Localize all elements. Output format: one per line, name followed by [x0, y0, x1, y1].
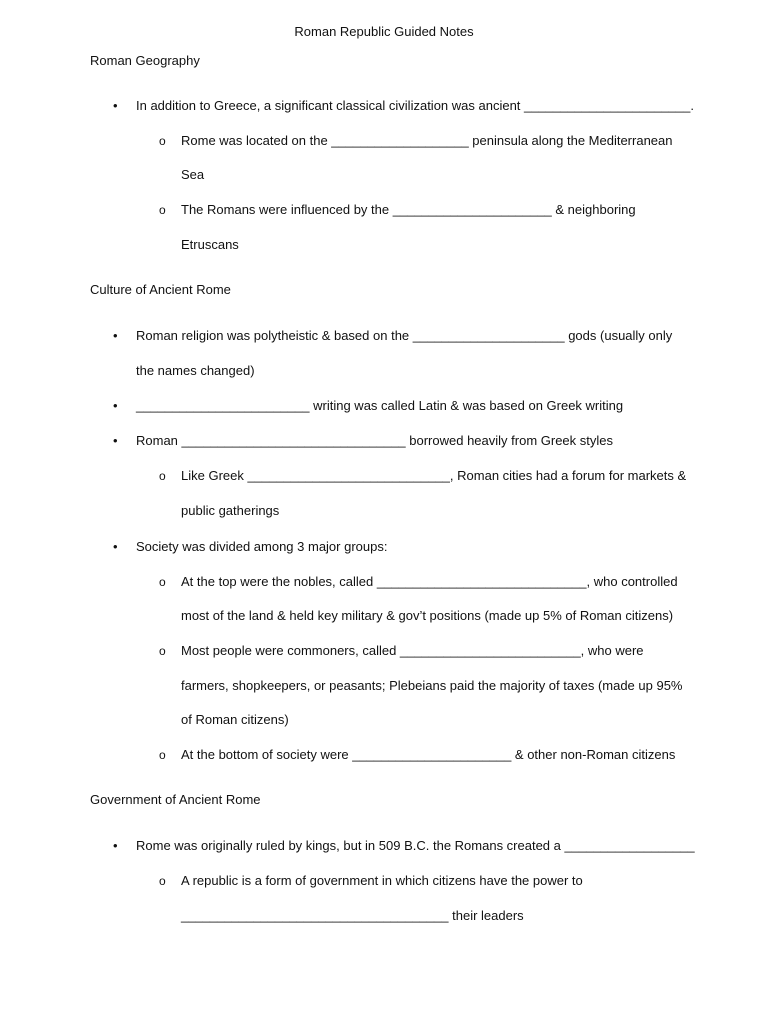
section-heading-geography: Roman Geography [90, 53, 200, 68]
geography-sub-bullet-2-line-2: Etruscans [181, 237, 239, 252]
bullet-icon: • [113, 398, 118, 413]
geography-sub-bullet-1-line-2: Sea [181, 167, 205, 182]
culture-sub-bullet-4a-line-2: most of the land & held key military & gov’t positions (made up 5% of Roman citizens) [181, 608, 674, 623]
geography-bullet-1: In addition to Greece, a significant classical civilization was ancient _______________________. [136, 98, 694, 113]
culture-sub-bullet-4a-line-1: At the top were the nobles, called _____________________________, who controlled [181, 574, 678, 589]
bullet-icon: • [113, 433, 118, 448]
bullet-icon: • [113, 328, 118, 343]
culture-bullet-4: Society was divided among 3 major groups: [136, 539, 388, 554]
government-bullet-1: Rome was originally ruled by kings, but in 509 B.C. the Romans created a __________________ [136, 838, 695, 853]
culture-sub-bullet-3-line-1: Like Greek ____________________________, Roman cities had a forum for markets & [181, 468, 687, 483]
bullet-icon: • [113, 838, 118, 853]
section-heading-culture: Culture of Ancient Rome [90, 282, 231, 297]
culture-bullet-1-line-1: Roman religion was polytheistic & based on the _____________________ gods (usually only [136, 328, 673, 343]
culture-sub-bullet-4b-line-3: of Roman citizens) [181, 712, 289, 727]
sub-bullet-icon: o [159, 134, 166, 148]
sub-bullet-icon: o [159, 748, 166, 762]
government-sub-bullet-1-line-1: A republic is a form of government in which citizens have the power to [181, 873, 583, 888]
section-heading-government: Government of Ancient Rome [90, 792, 261, 807]
geography-sub-bullet-1-line-1: Rome was located on the ___________________ peninsula along the Mediterranean [181, 133, 673, 148]
culture-sub-bullet-4b-line-1: Most people were commoners, called _________________________, who were [181, 643, 644, 658]
sub-bullet-icon: o [159, 874, 166, 888]
document-title: Roman Republic Guided Notes [294, 24, 474, 39]
culture-sub-bullet-3-line-2: public gatherings [181, 503, 280, 518]
sub-bullet-icon: o [159, 203, 166, 217]
culture-sub-bullet-4c: At the bottom of society were ______________________ & other non-Roman citizens [181, 747, 676, 762]
sub-bullet-icon: o [159, 469, 166, 483]
bullet-icon: • [113, 98, 118, 113]
sub-bullet-icon: o [159, 644, 166, 658]
culture-bullet-3: Roman _______________________________ borrowed heavily from Greek styles [136, 433, 614, 448]
culture-bullet-1-line-2: the names changed) [136, 363, 255, 378]
culture-sub-bullet-4b-line-2: farmers, shopkeepers, or peasants; Plebeians paid the majority of taxes (made up 95% [181, 678, 683, 693]
government-sub-bullet-1-line-2: _____________________________________ their leaders [181, 908, 524, 923]
culture-bullet-2: ________________________ writing was called Latin & was based on Greek writing [136, 398, 624, 413]
sub-bullet-icon: o [159, 575, 166, 589]
geography-sub-bullet-2-line-1: The Romans were influenced by the ______________________ & neighboring [181, 202, 636, 217]
bullet-icon: • [113, 539, 118, 554]
